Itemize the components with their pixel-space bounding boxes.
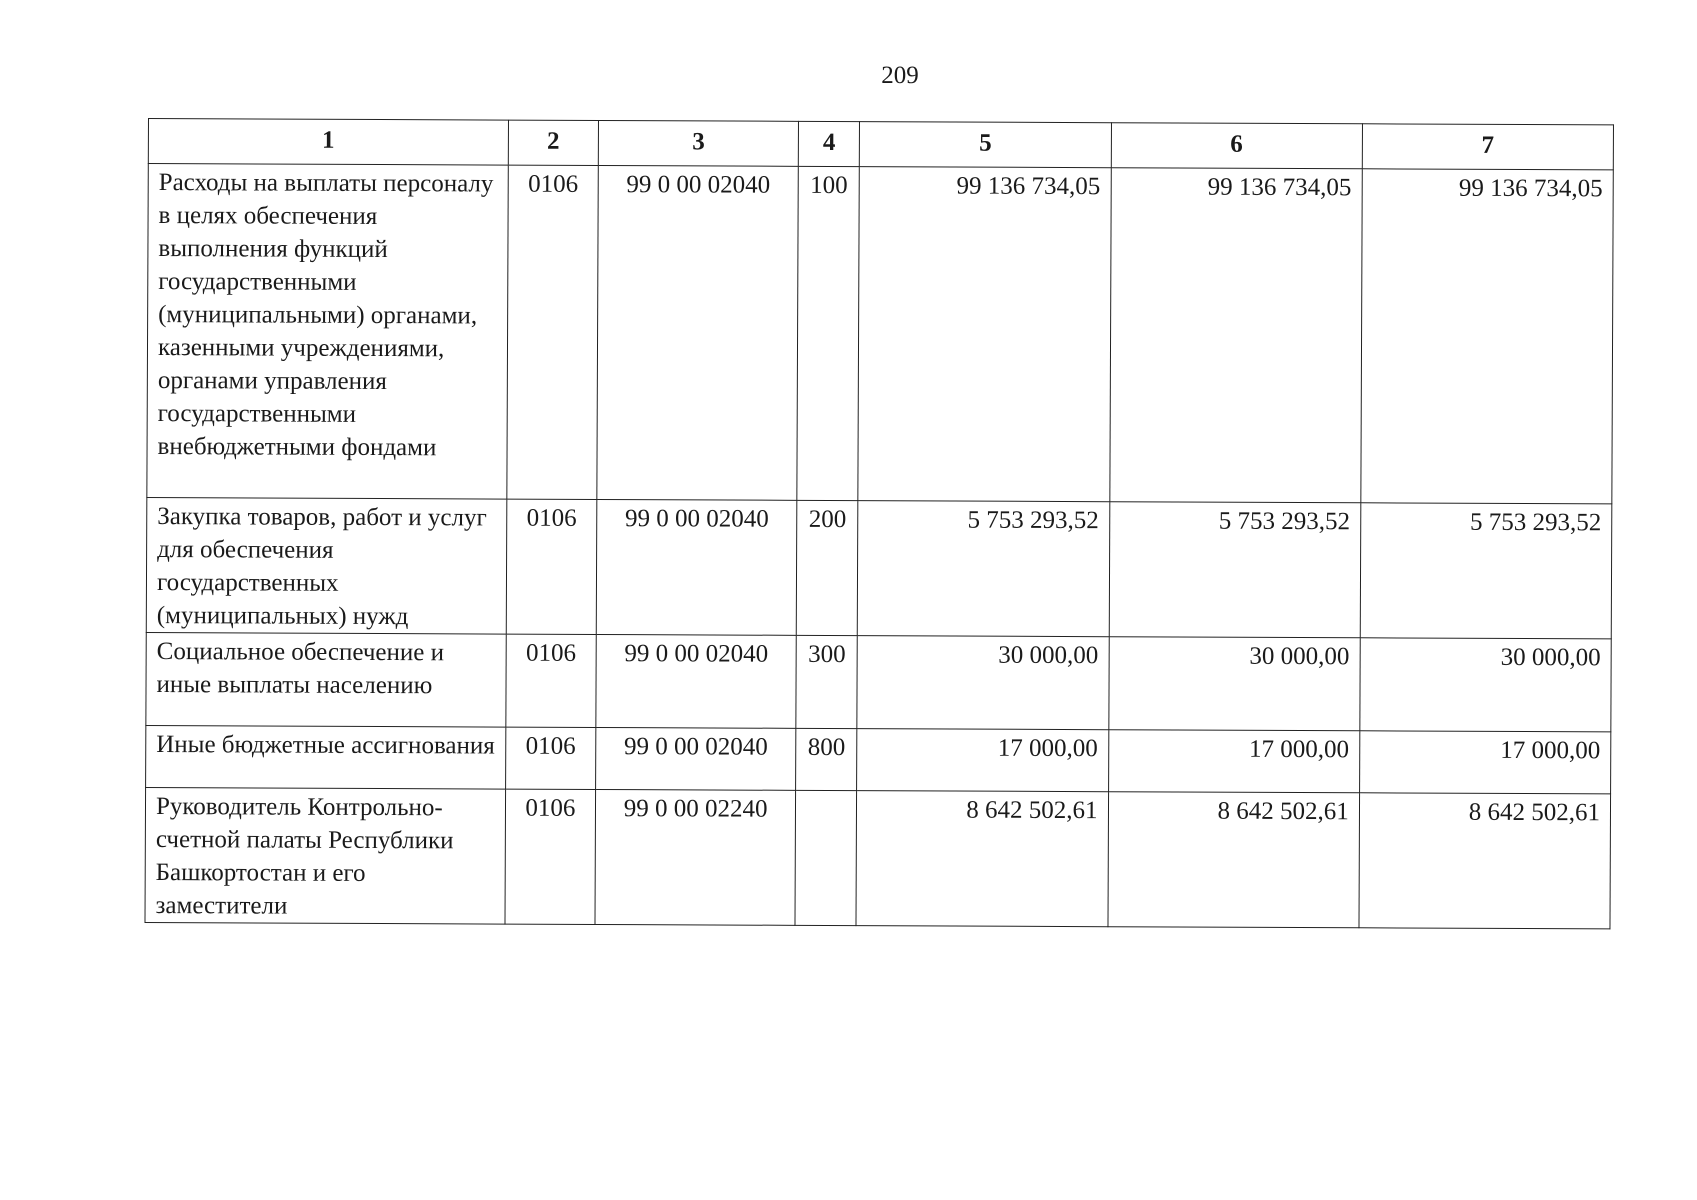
table-row [146, 632, 1611, 731]
row-expense-type: 800 [796, 728, 858, 790]
row-amount-6: 30 000,00 [1108, 637, 1360, 731]
row-name: Расходы на выплаты персоналу в целях обеспечения выполнения функций государственными (муниципальными) органами, казенными учреждениями, органами управления государственными внебюджетными фондами [147, 164, 508, 500]
column-header-6: 6 [1111, 123, 1362, 169]
row-amount-7: 30 000,00 [1360, 638, 1612, 732]
table-row [146, 497, 1612, 638]
row-name: Социальное обеспечение и иные выплаты населению [146, 632, 506, 727]
row-amount-5: 5 753 293,52 [858, 501, 1110, 637]
row-target-code: 99 0 00 02040 [596, 727, 796, 790]
row-amount-5: 8 642 502,61 [856, 791, 1108, 927]
table-header-row [148, 119, 1613, 170]
row-amount-5: 30 000,00 [857, 636, 1109, 730]
row-amount-5: 17 000,00 [857, 729, 1108, 792]
row-amount-6: 17 000,00 [1108, 730, 1359, 793]
row-target-code: 99 0 00 02040 [596, 634, 796, 728]
row-amount-5: 99 136 734,05 [858, 167, 1111, 502]
table-row [147, 164, 1613, 504]
table-row [146, 725, 1611, 793]
row-expense-type: 100 [797, 166, 860, 500]
column-header-3: 3 [598, 120, 798, 166]
row-section-code: 0106 [506, 499, 597, 634]
row-expense-type: 300 [796, 635, 858, 728]
column-header-5: 5 [860, 122, 1111, 168]
row-section-code: 0106 [505, 727, 596, 789]
row-amount-6: 99 136 734,05 [1109, 168, 1362, 503]
row-expense-type [795, 790, 857, 925]
row-section-code: 0106 [506, 634, 597, 727]
column-header-4: 4 [798, 121, 859, 166]
row-amount-7: 8 642 502,61 [1359, 793, 1611, 929]
row-section-code: 0106 [507, 165, 599, 499]
row-amount-7: 99 136 734,05 [1361, 169, 1614, 504]
column-header-1: 1 [148, 119, 508, 166]
page-number: 209 [881, 62, 919, 89]
table-row [145, 787, 1611, 928]
row-section-code: 0106 [505, 789, 596, 924]
budget-table [144, 118, 1613, 929]
column-header-7: 7 [1362, 124, 1613, 170]
row-amount-7: 5 753 293,52 [1360, 503, 1612, 639]
row-target-code: 99 0 00 02040 [597, 165, 798, 500]
column-header-2: 2 [508, 120, 599, 165]
row-name: Закупка товаров, работ и услуг для обеспечения государственных (муниципальных) нужд [146, 497, 506, 634]
row-amount-6: 8 642 502,61 [1108, 792, 1360, 928]
row-amount-7: 17 000,00 [1359, 731, 1611, 794]
row-expense-type: 200 [796, 500, 858, 635]
row-target-code: 99 0 00 02040 [596, 499, 797, 635]
row-name: Иные бюджетные ассигнования [146, 725, 506, 789]
row-amount-6: 5 753 293,52 [1109, 502, 1361, 638]
row-name: Руководитель Контрольно-счетной палаты Республики Башкортостан и его заместители [145, 787, 505, 924]
row-target-code: 99 0 00 02240 [595, 789, 796, 925]
